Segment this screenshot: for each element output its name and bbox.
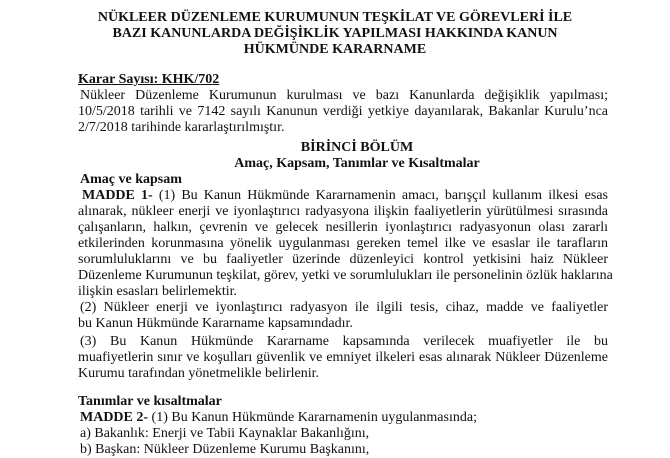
article-1-p1-line-1-text: (1) Bu Kanun Hükmünde Kararnamenin amacı, barışçıl kullanım ilkesi esas (152, 188, 609, 203)
article-1-label: MADDE 1- (82, 188, 153, 203)
intro-line-2: 10/5/2018 tarihli ve 7142 sayılı Kanunun verdiği yetkiye dayanılarak, Bakanlar Kurulu’nca (78, 104, 608, 119)
article-1-paragraph-3-line-3: Kurumu tarafından yönetmelikle belirlenir. (78, 366, 320, 381)
section-subheading: Amaç, Kapsam, Tanımlar ve Kısaltmalar (234, 156, 480, 171)
article-2-item-b: b) Başkan: Nükleer Düzenleme Kurumu Başkanını, (80, 442, 370, 457)
intro-line-3: 2/7/2018 tarihinde kararlaştırılmıştır. (78, 120, 285, 135)
article-1-paragraph-2-line-2: bu Kanun Hükmünde Kararname kapsamındadır. (78, 316, 353, 331)
decree-number: Karar Sayısı: KHK/702 (78, 72, 220, 87)
article-1-paragraph-1-line-4: etkilerinden korunmasına yönelik uygulanması gereken temel ilke ve esaslar ile tarafların (78, 236, 608, 251)
section-heading: BİRİNCİ BÖLÜM (300, 140, 414, 155)
article-1-paragraph-1-line-5: sorumluluklarını ve bu faaliyetler üzerinde düzenleyici kontrol yetkisini haiz Nükleer (78, 252, 608, 267)
article-1-paragraph-2-line-1: (2) Nükleer enerji ve iyonlaştırıcı radyasyon ile ilgili tesis, cihaz, madde ve faaliyetler (80, 300, 608, 315)
article-1-paragraph-1-line-1 (82, 188, 608, 204)
intro-line-1: Nükleer Düzenleme Kurumunun kurulması ve bazı Kanunlarda değişiklik yapılması; (80, 88, 608, 103)
article-2-paragraph-1 (80, 410, 477, 426)
article-1-paragraph-3-line-1: (3) Bu Kanun Hükmünde Kararname kapsamında verilecek muafiyetler ile bu (80, 334, 608, 349)
article-2-label: MADDE 2- (80, 410, 149, 425)
article-2-item-a: a) Bakanlık: Enerji ve Tabii Kaynaklar Bakanlığını, (80, 426, 370, 441)
article-2-p1-text: (1) Bu Kanun Hükmünde Kararnamenin uygulanmasında; (148, 410, 477, 425)
article-1-caption: Amaç ve kapsam (80, 172, 182, 187)
document-title-line-3: HÜKMÜNDE KARARNAME (243, 42, 427, 57)
document-title-line-2: BAZI KANUNLARDA DEĞİŞİKLİK YAPILMASI HAKKINDA KANUN (112, 26, 558, 41)
article-1-paragraph-3-line-2: muafiyetlerin sınır ve koşulları güvenlik ve emniyet ilkeleri esas alınarak Nükleer Düzenleme (78, 350, 608, 365)
article-2-caption: Tanımlar ve kısaltmalar (78, 394, 222, 409)
article-1-paragraph-1-line-7: ilişkin esasları belirlemektir. (78, 284, 238, 299)
document-title-line-1: NÜKLEER DÜZENLEME KURUMUNUN TEŞKİLAT VE GÖREVLERİ İLE (97, 10, 573, 25)
article-1-paragraph-1-line-3: çalışanların, halkın, çevrenin ve gelecek nesillerin iyonlaştırıcı radyasyonun olası zararlı (78, 220, 608, 235)
article-1-paragraph-1-line-6: Düzenleme Kurumunun teşkilat, görev, yetki ve sorumlulukları ile personelinin özlük haklarına (78, 268, 613, 283)
article-1-paragraph-1-line-2: alınarak, nükleer enerji ve iyonlaştırıcı radyasyona ilişkin faaliyetlerin yürütülmesi sırasında (78, 204, 608, 219)
